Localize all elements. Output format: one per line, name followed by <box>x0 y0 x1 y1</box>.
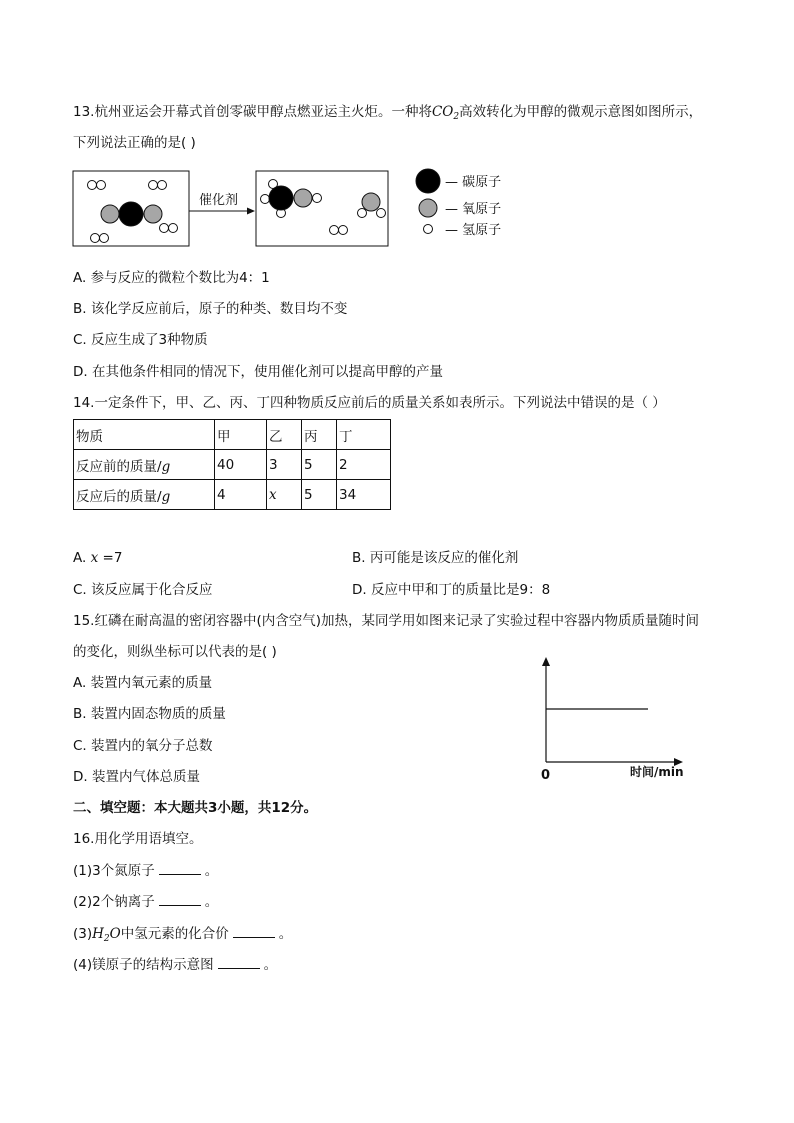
q14-stem: 14.一定条件下，甲、乙、丙、丁四种物质反应前后的质量关系如表所示。下列说法中错误的是（ ） <box>73 395 666 411</box>
co2-formula: $CO_2$ <box>431 104 460 122</box>
q13-option-c: C. 反应生成了3种物质 <box>73 332 208 348</box>
q15-option-c: C. 装置内的氧分子总数 <box>73 738 213 754</box>
catalyst-label: 催化剂 <box>199 193 239 208</box>
mass-time-graph <box>520 652 700 787</box>
table-cell: 3 <box>267 450 302 480</box>
origin-label: 0 <box>541 768 551 783</box>
q16-item-3: $(3)H_2O$中氢元素的化合价 。 <box>73 926 293 944</box>
mass-table <box>73 419 391 510</box>
reaction-diagram <box>0 0 794 260</box>
table-header-cell: 物质 <box>74 420 215 450</box>
table-row <box>74 450 391 480</box>
q16-item-1: (1)3个氮原子 。 <box>73 863 219 879</box>
q16-item-2: (2)2个钠离子 。 <box>73 894 219 910</box>
hydrogen-molecule <box>91 234 109 243</box>
q16-stem: 16.用化学用语填空。 <box>73 831 203 847</box>
table-cell: x <box>267 480 302 510</box>
water-molecule <box>358 193 386 218</box>
q15-option-a: A. 装置内氧元素的质量 <box>73 675 213 691</box>
answer-blank[interactable] <box>159 893 201 906</box>
answer-blank[interactable] <box>159 862 201 875</box>
table-row <box>74 480 391 510</box>
reaction-arrow-head <box>247 208 255 215</box>
q14-option-c: C. 该反应属于化合反应 <box>73 582 213 598</box>
q15-option-b: B. 装置内固态物质的质量 <box>73 706 226 722</box>
table-header-cell: 丙 <box>302 420 337 450</box>
section-heading: 二、填空题：本大题共3小题，共12分。 <box>73 800 318 816</box>
table-cell: 5 <box>302 450 337 480</box>
table-cell: 4 <box>215 480 267 510</box>
answer-blank[interactable] <box>233 925 275 938</box>
table-header-cell: 甲 <box>215 420 267 450</box>
table-header-cell: 乙 <box>267 420 302 450</box>
oxygen-legend-label: — 氧原子 <box>445 202 502 217</box>
x-axis-label: 时间/min <box>630 765 684 779</box>
hydrogen-legend-label: — 氢原子 <box>445 223 502 238</box>
hydrogen-molecule <box>330 226 348 235</box>
water-formula: $H_2O$ <box>92 926 121 944</box>
q14-option-b: B. 丙可能是该反应的催化剂 <box>352 550 519 566</box>
table-cell: 40 <box>215 450 267 480</box>
q15-option-d: D. 装置内气体总质量 <box>73 769 200 785</box>
q13-option-b: B. 该化学反应前后，原子的种类、数目均不变 <box>73 301 348 317</box>
q13-option-d: D. 在其他条件相同的情况下，使用催化剂可以提高甲醇的产量 <box>73 364 443 380</box>
table-header-cell: 丁 <box>337 420 391 450</box>
answer-blank[interactable] <box>218 956 260 969</box>
q13-stem-text-a: 13.杭州亚运会开幕式首创零碳甲醇点燃亚运主火炬。一种将 <box>73 104 432 120</box>
q15-stem-line2: 的变化，则纵坐标可以代表的是( ) <box>73 644 277 660</box>
q13-stem-line2: 下列说法正确的是( ) <box>73 135 196 151</box>
q13-stem-text-b: 高效转化为甲醇的微观示意图如图所示， <box>459 104 703 120</box>
table-cell: 5 <box>302 480 337 510</box>
methanol-molecule <box>261 180 322 218</box>
co2-molecule <box>101 202 162 226</box>
oxygen-legend-icon <box>419 199 437 217</box>
hydrogen-molecule <box>88 181 106 190</box>
row-label: 反应前的质量/g <box>74 450 215 480</box>
table-header-row <box>74 420 391 450</box>
table-cell: 34 <box>337 480 391 510</box>
q14-option-d: D. 反应中甲和丁的质量比是9：8 <box>352 582 551 598</box>
q14-option-a: A. x =7 <box>73 550 123 566</box>
table-cell: 2 <box>337 450 391 480</box>
row-label: 反应后的质量/g <box>74 480 215 510</box>
hydrogen-molecule <box>149 181 167 190</box>
q13-option-a: A. 参与反应的微粒个数比为4：1 <box>73 270 270 286</box>
q16-item-4: (4)镁原子的结构示意图 。 <box>73 957 278 973</box>
carbon-legend-label: — 碳原子 <box>445 175 502 190</box>
hydrogen-legend-icon <box>424 225 433 234</box>
hydrogen-molecule <box>160 224 178 233</box>
y-axis-arrow <box>542 657 550 666</box>
carbon-legend-icon <box>416 169 440 193</box>
q15-stem-line1: 15.红磷在耐高温的密闭容器中(内含空气)加热，某同学用如图来记录了实验过程中容器内物质质量随时间 <box>73 613 700 629</box>
